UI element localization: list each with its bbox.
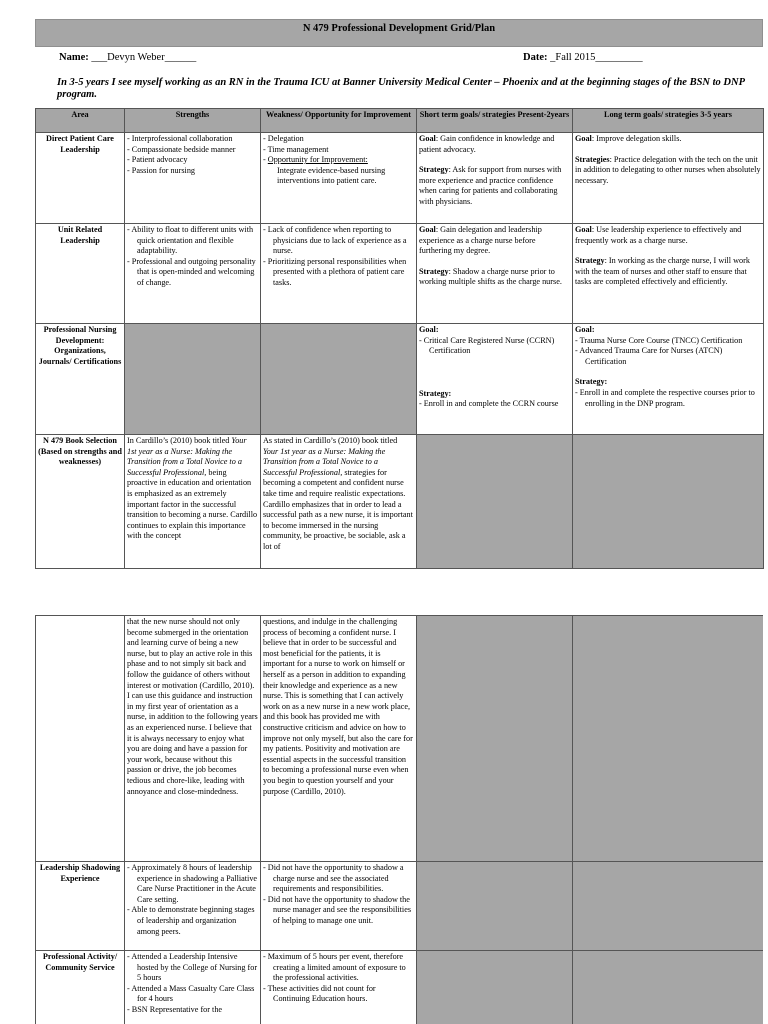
strategy-label: Strategy: bbox=[575, 377, 608, 387]
strengths-cell bbox=[125, 951, 261, 1024]
shaded-cell bbox=[573, 616, 764, 862]
strategy-label: Strategy: bbox=[419, 388, 452, 398]
col-header-weakness: Weakness/ Opportunity for Improvement bbox=[261, 109, 417, 133]
list-item: - Lack of confidence when reporting to physicians due to lack of experience as a nurse. bbox=[263, 225, 414, 257]
col-header-short-term: Short term goals/ strategies Present-2years bbox=[417, 109, 573, 133]
row-professional-development bbox=[36, 324, 764, 435]
document-page-2 bbox=[35, 615, 763, 1024]
document-page-1 bbox=[35, 19, 763, 569]
book-title: Your 1st year as a Nurse: Making the Transition from a Total Novice to a Successful Professional, bbox=[127, 436, 247, 477]
list-item: - Attended a Leadership Intensive hosted by the College of Nursing for 5 hours bbox=[127, 952, 258, 984]
area-cell: Professional Nursing Development: Organizations, Journals/ Certifications bbox=[36, 324, 125, 435]
document-title: N 479 Professional Development Grid/Plan bbox=[35, 19, 763, 47]
list-item: - Compassionate bedside manner bbox=[127, 145, 258, 156]
row-book-selection-continued bbox=[36, 616, 764, 862]
strengths-cell bbox=[125, 435, 261, 569]
list-item: - Advanced Trauma Care for Nurses (ATCN) Certification bbox=[575, 346, 761, 367]
list-item bbox=[263, 155, 414, 166]
list-item: - Enroll in and complete the CCRN course bbox=[419, 399, 570, 410]
paragraph-text: In Cardillo’s (2010) book titled bbox=[127, 436, 232, 445]
name-value: ___Devyn Weber______ bbox=[91, 52, 197, 63]
shaded-cell bbox=[417, 862, 573, 951]
weakness-cell bbox=[261, 224, 417, 324]
date-value: _Fall 2015_________ bbox=[550, 52, 643, 63]
list-item: - Attended a Mass Casualty Care Class for 4 hours bbox=[127, 984, 258, 1005]
grid-header-row bbox=[36, 109, 764, 133]
shaded-cell bbox=[417, 435, 573, 569]
strategy-label: Strategy bbox=[419, 165, 449, 175]
weakness-cell bbox=[261, 951, 417, 1024]
list-item: - Critical Care Registered Nurse (CCRN) Certification bbox=[419, 336, 570, 357]
opportunity-text: Integrate evidence-based nursing interventions into patient care. bbox=[277, 165, 386, 186]
col-header-strengths: Strengths bbox=[125, 109, 261, 133]
list-item: - Able to demonstrate beginning stages of leadership and organization among peers. bbox=[127, 905, 258, 937]
development-grid-continued bbox=[35, 615, 763, 1024]
paragraph-text: As stated in Cardillo’s (2010) book titled bbox=[263, 436, 398, 445]
area-cell bbox=[36, 616, 125, 862]
list-item: - Enroll in and complete the respective courses prior to enrolling in the DNP program. bbox=[575, 388, 761, 409]
shaded-cell bbox=[261, 324, 417, 435]
strengths-cell: that the new nurse should not only become submerged in the orientation and learning curve of being a new nurse, but to play an active role in this phase and to not simply sit back and follow the guidance of others without interest or motivation (Cardillo, 2010). I can use this guidance and instruction in my first year of orientation as a nurse, in addition to the following years as an experienced nurse. I believe that it is always necessary to enjoy what you are doing and have a passion for your work, because without this passion or drive, the job becomes tedious and chore-like, leading with annoyance and close-mindedness. bbox=[125, 616, 261, 862]
area-cell: N 479 Book Selection (Based on strengths and weaknesses) bbox=[36, 435, 125, 569]
area-cell: Unit Related Leadership bbox=[36, 224, 125, 324]
row-direct-patient-care bbox=[36, 133, 764, 224]
goal-text: : Improve delegation skills. bbox=[591, 134, 682, 143]
goal-label: Goal bbox=[575, 134, 592, 143]
paragraph-text: strategies for becoming a competent and confident nurse take time and require realistic expectations. Cardillo emphasizes that in order to lead a successful path as a new nurse, it is important to become immersed in the nursing community, be proactive, be sociable, ask a lot of bbox=[263, 467, 413, 551]
shaded-cell bbox=[125, 324, 261, 435]
row-book-selection bbox=[36, 435, 764, 569]
weakness-cell bbox=[261, 435, 417, 569]
strengths-cell bbox=[125, 224, 261, 324]
row-leadership-shadowing bbox=[36, 862, 764, 951]
list-item: - Trauma Nurse Core Course (TNCC) Certification bbox=[575, 336, 761, 347]
goal-text: : Gain confidence in knowledge and patient advocacy. bbox=[419, 134, 555, 154]
development-grid bbox=[35, 108, 764, 569]
row-professional-activity bbox=[36, 951, 764, 1024]
strategy-text: : Shadow a charge nurse prior to working multiple shifts as the charge nurse. bbox=[419, 266, 562, 287]
long-term-cell bbox=[573, 133, 764, 224]
row-unit-leadership bbox=[36, 224, 764, 324]
area-cell: Leadership Shadowing Experience bbox=[36, 862, 125, 951]
list-item: - Maximum of 5 hours per event, therefore creating a limited amount of exposure to the professional activities. bbox=[263, 952, 414, 984]
list-item: - Did not have the opportunity to shadow the nurse manager and see the responsibilities of helping to manage one unit. bbox=[263, 895, 414, 927]
strategy-label: Strategies bbox=[575, 154, 610, 164]
name-label: Name: bbox=[59, 52, 89, 63]
goal-label: Goal: bbox=[575, 325, 595, 334]
shaded-cell bbox=[573, 435, 764, 569]
strengths-cell bbox=[125, 862, 261, 951]
list-item: - Professional and outgoing personality that is open-minded and welcoming of change. bbox=[127, 257, 258, 289]
goal-label: Goal bbox=[419, 134, 436, 143]
shaded-cell bbox=[573, 951, 764, 1024]
shaded-cell bbox=[417, 951, 573, 1024]
paragraph-text: being proactive in education and orientation is emphasized as an extremely important factor in the successful transition to becoming a nurse. Cardillo continues to explain this importance with the concept bbox=[127, 467, 258, 541]
date-label: Date: bbox=[523, 52, 548, 63]
list-item: - Interprofessional collaboration bbox=[127, 134, 258, 145]
shaded-cell bbox=[417, 616, 573, 862]
col-header-area: Area bbox=[36, 109, 125, 133]
goal-label: Goal bbox=[575, 225, 592, 234]
long-term-cell bbox=[573, 324, 764, 435]
strengths-cell bbox=[125, 133, 261, 224]
short-term-cell bbox=[417, 133, 573, 224]
area-cell: Professional Activity/ Community Service bbox=[36, 951, 125, 1024]
area-cell: Direct Patient Care Leadership bbox=[36, 133, 125, 224]
name-date-row bbox=[35, 47, 763, 71]
list-item: - Delegation bbox=[263, 134, 414, 145]
goal-text: : Use leadership experience to effectively and frequently work as a charge nurse. bbox=[575, 225, 742, 245]
goal-label: Goal bbox=[419, 225, 436, 234]
col-header-long-term: Long term goals/ strategies 3-5 years bbox=[573, 109, 764, 133]
strategy-text: : In working as the charge nurse, I will work with the team of nurses and other staff to ensure that tasks are completed effectively and efficiently. bbox=[575, 256, 750, 287]
weakness-cell bbox=[261, 862, 417, 951]
shaded-cell bbox=[573, 862, 764, 951]
strategy-label: Strategy bbox=[419, 266, 449, 276]
weakness-cell bbox=[261, 133, 417, 224]
short-term-cell bbox=[417, 324, 573, 435]
list-item: - Did not have the opportunity to shadow a charge nurse and see the associated requirements and responsibilities. bbox=[263, 863, 414, 895]
list-item: - These activities did not count for Continuing Education hours. bbox=[263, 984, 414, 1005]
vision-statement: In 3-5 years I see myself working as an RN in the Trauma ICU at Banner University Medical Center – Phoenix and at the beginning stages of the BSN to DNP program. bbox=[57, 77, 745, 100]
list-item: - Patient advocacy bbox=[127, 155, 258, 166]
long-term-cell bbox=[573, 224, 764, 324]
list-item: - Time management bbox=[263, 145, 414, 156]
opportunity-label: Opportunity for Improvement: bbox=[267, 155, 368, 165]
list-item: - Passion for nursing bbox=[127, 166, 258, 177]
list-item: - Ability to float to different units with quick orientation and flexible adaptability. bbox=[127, 225, 258, 257]
strategy-text: : Ask for support from nurses with more experience and practice confidence when caring for patients and collaborating with physicians. bbox=[419, 165, 562, 206]
weakness-cell: questions, and indulge in the challenging process of becoming a confident nurse. I believe that in order to be successful and most beneficial for the patients, it is important for a nurse to work on himself or herself as a person in addition to expanding their knowledge and experience as a new nurse. This is something that I can actively work on as a new nurse in a new work place, and this book has provided me with constructive criticism and advice on how to improve not only myself, but also the care for my patients. Positivity and motivation are essential aspects in the successful transition to becoming a professional nurse even when you begin to question yourself and your purpose (Cardillo, 2010). bbox=[261, 616, 417, 862]
list-item: - Prioritizing personal responsibilities when presented with a plethora of patient care tasks. bbox=[263, 257, 414, 289]
short-term-cell bbox=[417, 224, 573, 324]
list-item: - BSN Representative for the bbox=[127, 1005, 258, 1016]
goal-label: Goal: bbox=[419, 325, 439, 334]
strategy-text: : Practice delegation with the tech on the unit in addition to delegating to other nurses when absolutely necessary. bbox=[575, 154, 761, 185]
list-item: - Approximately 8 hours of leadership experience in shadowing a Palliative Care Nurse Practitioner in the Acute Care setting. bbox=[127, 863, 258, 905]
strategy-label: Strategy bbox=[575, 256, 605, 266]
goal-text: : Gain delegation and leadership experience as a charge nurse before furthering my degree. bbox=[419, 225, 542, 256]
book-title: Your 1st year as a Nurse: Making the Transition from a Total Novice to a Successful Professional, bbox=[263, 446, 386, 477]
